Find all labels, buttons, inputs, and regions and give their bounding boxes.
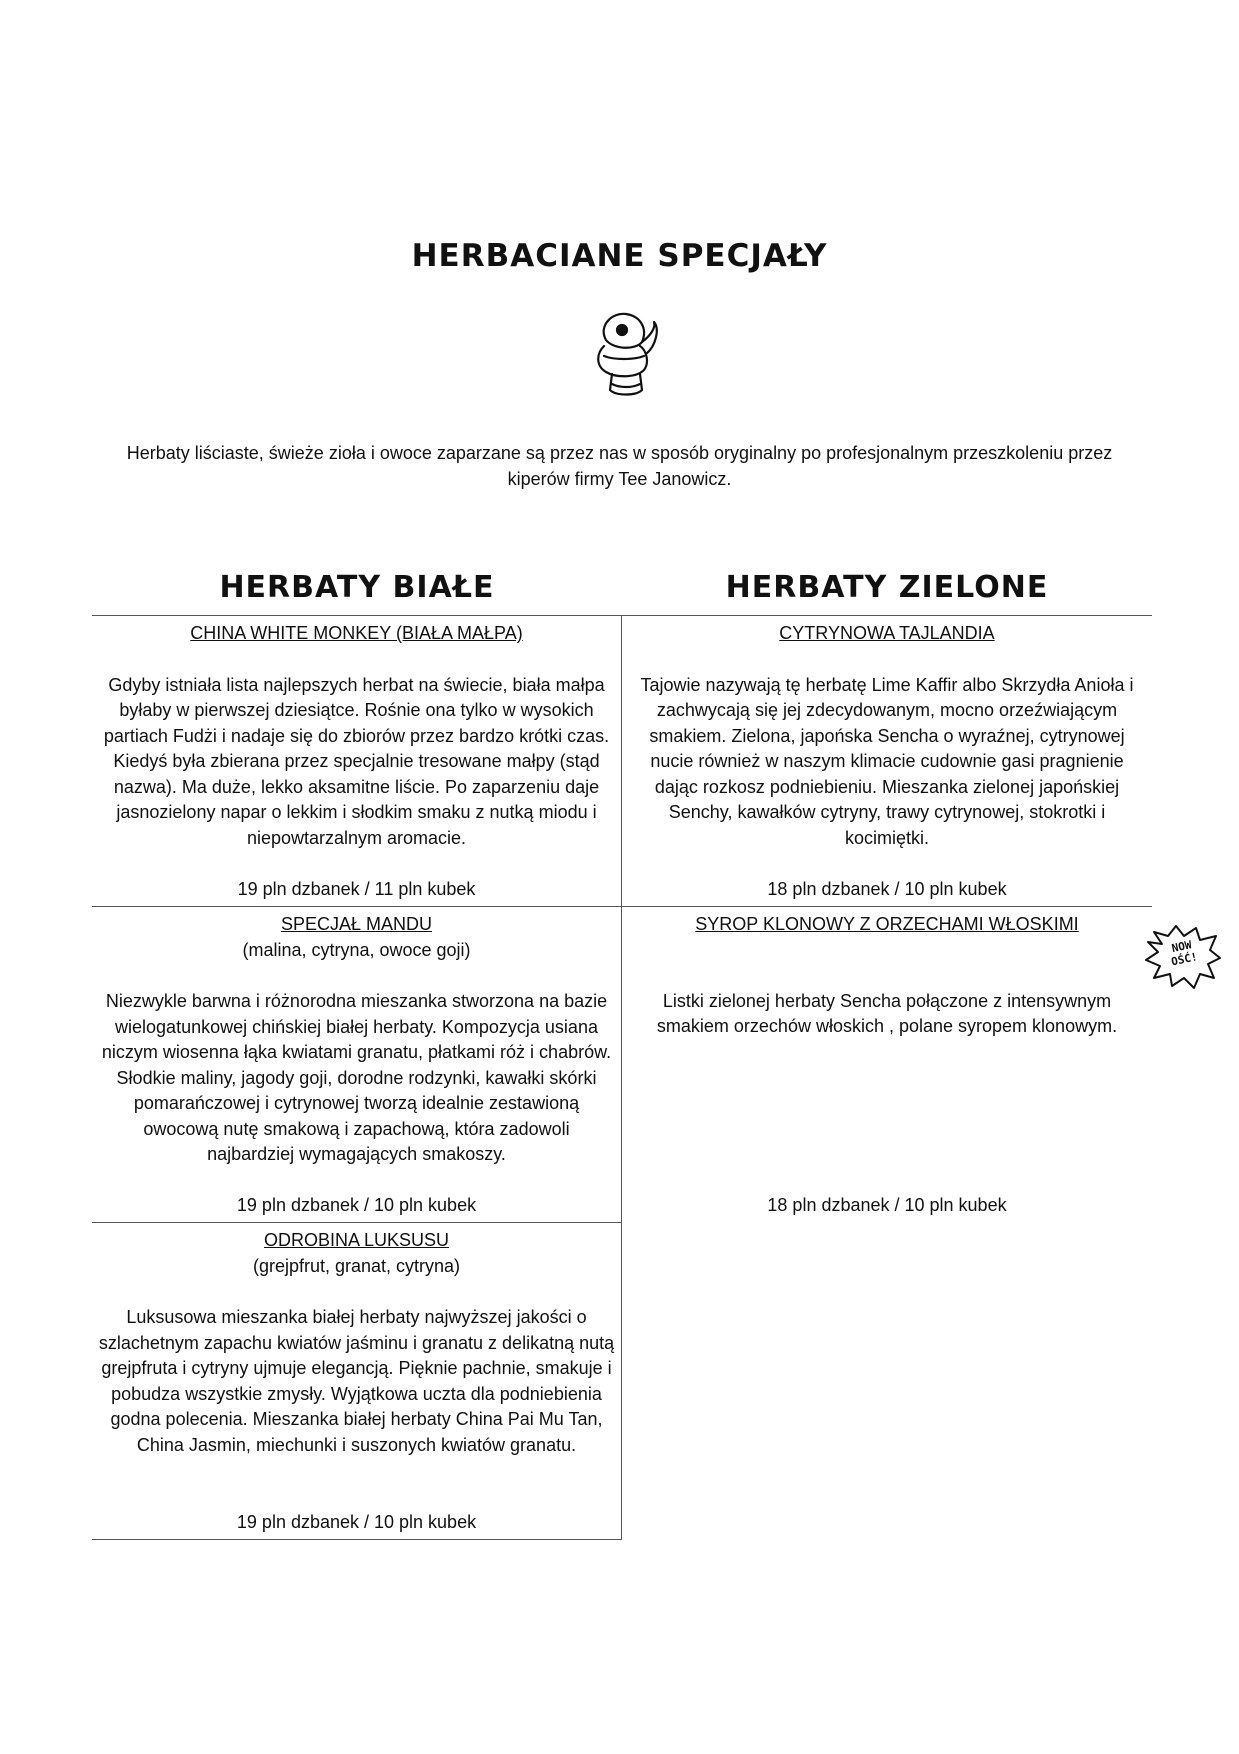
page-title: HERBACIANE SPECJAŁY	[411, 238, 828, 274]
tea-price: 19 pln dzbanek / 10 pln kubek	[236, 1194, 477, 1215]
tea-item-specjal-mandu	[92, 907, 622, 1222]
tea-name: CHINA WHITE MONKEY (BIAŁA MAŁPA)	[190, 623, 523, 643]
tea-name: SYROP KLONOWY Z ORZECHAMI WŁOSKIMI	[695, 914, 1079, 934]
tea-item-white-monkey	[92, 616, 622, 906]
tea-price: 19 pln dzbanek / 10 pln kubek	[236, 1511, 477, 1532]
tea-name: CYTRYNOWA TAJLANDIA	[779, 623, 995, 643]
tea-menu-table	[92, 615, 1152, 1540]
table-row	[92, 615, 1152, 906]
green-teas-heading: HERBATY ZIELONE	[725, 570, 1049, 605]
tea-item-cytrynowa-tajlandia	[622, 616, 1152, 906]
tea-ingredients: (malina, cytryna, owoce goji)	[242, 939, 471, 960]
intro-text: Herbaty liściaste, świeże zioła i owoce zaparzane są przez nas w sposób oryginalny po profesjonalnym przeszkoleniu przez kiperów firmy Tee Janowicz.	[126, 443, 1113, 489]
tea-description: Niezwykle barwna i różnorodna mieszanka stworzona na bazie wielogatunkowej chińskiej białej herbaty. Kompozycja usiana niczym wiosenna łąka kwiatami granatu, płatkami róż i chabrów. Słodkie maliny, jagody goji, dorodne rodzynki, kawałki skórki pomarańczowej i cytrynowej tworzą idealnie zestawioną owocową nutę smakową i zapachową, która zadowoli najbardziej wymagających smakoszy.	[101, 991, 612, 1164]
tea-description: Listki zielonej herbaty Sencha połączone z intensywnym smakiem orzechów włoskich , polane syropem klonowym.	[656, 990, 1118, 1036]
tea-description: Luksusowa mieszanka białej herbaty najwyższej jakości o szlachetnym zapachu kwiatów jaśminu i granatu z delikatną nutą grejpfruta i cytryny ujmuje elegancją. Pięknie pachnie, smakuje i pobudza wszystkie zmysły. Wyjątkowa uczta dla podniebienia godna polecenia. Mieszanka białej herbaty China Pai Mu Tan, China Jasmin, miechunki i suszonych kwiatów granatu.	[98, 1307, 615, 1455]
tea-name: SPECJAŁ MANDU	[280, 914, 433, 934]
tea-description: Tajowie nazywają tę herbatę Lime Kaffir albo Skrzydła Anioła i zachwycają się jej zdecydowanym, mocno orzeźwiającym smakiem. Zielona, japońska Sencha o wyraźnej, cytrynowej nucie również w naszym klimacie cudownie gasi pragnienie dając rozkosz podniebieniu. Mieszanka zielonej japońskiej Senchy, kawałków cytryny, trawy cytrynowej, stokrotki i kocimiętki.	[640, 674, 1134, 848]
tea-description: Gdyby istniała lista najlepszych herbat na świecie, biała małpa byłaby w pierwszej dziesiątce. Rośnie ona tylko w wysokich partiach Fudżi i nadaje się do zbiorów przez bardzo krótki czas. Kiedyś była zbierana przez specjalnie tresowane małpy (stąd nazwa). Ma duże, lekko aksamitne liście. Po zaparzeniu daje jasnozielony napar o lekkim i słodkim smaku z nutką miodu i niepowtarzalnym aromacie.	[103, 674, 610, 848]
tea-price: 18 pln dzbanek / 10 pln kubek	[767, 1194, 1007, 1215]
table-row	[92, 1222, 622, 1540]
teapot-icon	[590, 306, 662, 402]
tea-price: 19 pln dzbanek / 11 pln kubek	[237, 878, 476, 899]
tea-price: 18 pln dzbanek / 10 pln kubek	[767, 878, 1007, 899]
badge-line-1: NOW	[1170, 938, 1193, 956]
badge-line-2: OŚĆ!	[1170, 950, 1199, 969]
table-row	[92, 906, 1152, 1222]
white-teas-heading: HERBATY BIAŁE	[219, 570, 495, 605]
tea-item-syrop-klonowy	[622, 907, 1152, 1222]
tea-name: ODROBINA LUKSUSU	[263, 1230, 450, 1250]
tea-item-odrobina-luksusu	[92, 1223, 622, 1539]
tea-ingredients: (grejpfrut, granat, cytryna)	[252, 1255, 461, 1276]
